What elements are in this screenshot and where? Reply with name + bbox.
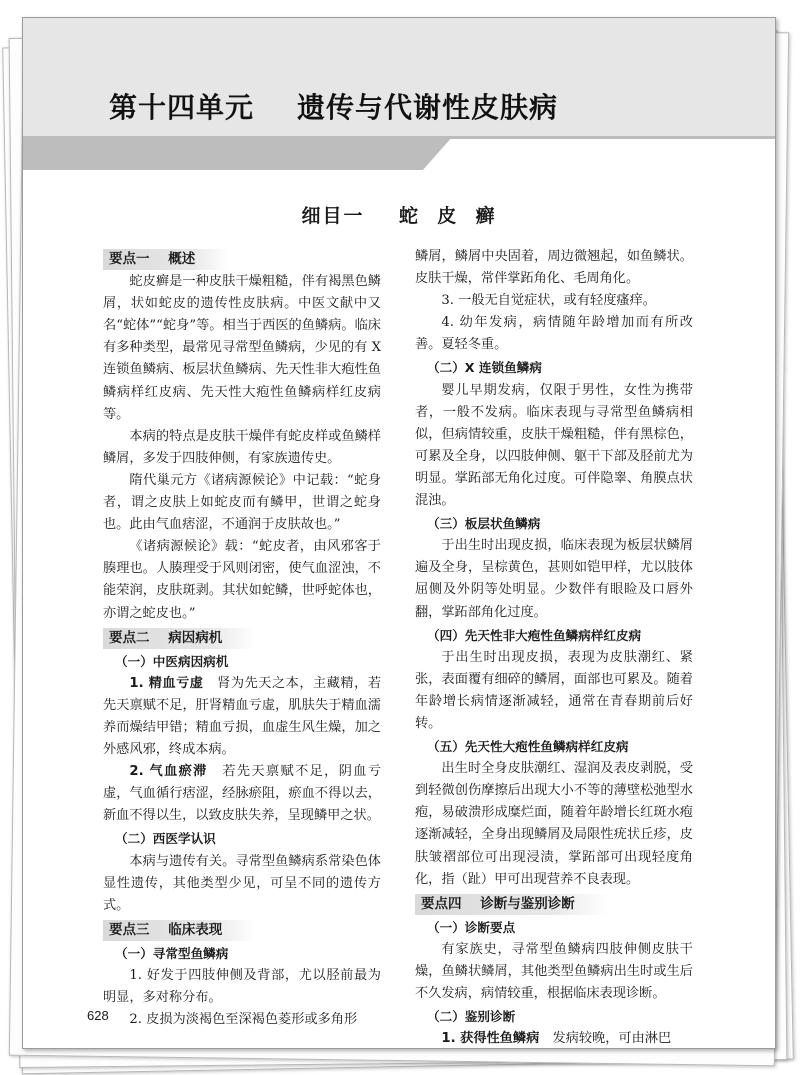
paragraph: 婴儿早期发病，仅限于男性，女性为携带者，一般不发病。临床表现与寻常型鱼鳞病相似，但病情较重，皮肤干燥粗糙，伴有黑棕色，可累及全身，以四肢伸侧、躯干下部及胫前尤为明显。掌跖部无角化过度。可伴隐睾、角膜点状混浊。 (415, 382, 693, 509)
paragraph: 于出生时出现皮损，临床表现为板层状鳞屑遍及全身，呈棕黄色，甚则如铠甲样，尤以肢体屈侧及外阴等处明显。少数伴有眼睑及口唇外翻，掌跖部角化过度。 (415, 538, 693, 620)
key-point-heading: 要点四 诊断与鉴别诊断 (415, 894, 609, 915)
lead-term: 2. 气血瘀滞 (129, 764, 208, 780)
paragraph (415, 1028, 693, 1049)
paragraph: 3. 一般无自觉症状，或有轻度瘙痒。 (441, 293, 656, 309)
paragraph: 出生时全身皮肤潮红、湿润及表皮剥脱，受到轻微创伤摩擦后出现大小不等的薄壁松弛型水疱，易破溃形成糜烂面，随着年龄增长红斑水疱逐渐减轻，全身出现鳞屑及局限性疣状丘疹，皮肤皱褶部位可出现浸渍，掌跖部可出现轻度角化，指（趾）甲可出现营养不良表现。 (415, 761, 693, 887)
subsection-heading: （四）先天性非大疱性鱼鳞病样红皮病 (427, 627, 642, 643)
section-title: 细目一 蛇 皮 癣 (301, 205, 497, 227)
paragraph: 《诸病源候论》载：“蛇皮者，由风邪客于腠理也。人腠理受于风则闭密，使气血涩浊，不能荣润，皮肤斑剥。其状如蛇鳞，世呼蛇体也，亦谓之蛇皮也。” (103, 539, 381, 621)
subsection-heading: （二）鉴别诊断 (427, 1009, 516, 1025)
paragraph (103, 761, 381, 827)
paragraph (103, 673, 381, 761)
lead-term: 1. 获得性鱼鳞病 (441, 1031, 540, 1047)
paragraph: 于出生时出现皮损，表现为皮肤潮红、紧张，表面覆有细碎的鳞屑，面部也可累及。随着年龄增长病情逐渐减轻，通常在青春期前后好转。 (415, 649, 693, 731)
paragraph: 蛇皮癣是一种皮肤干燥粗糙，伴有褐黑色鳞屑，状如蛇皮的遗传性皮肤病。中医文献中又名“蛇体”“蛇身”等。相当于西医的鱼鳞病。临床有多种类型，最常见寻常型鱼鳞病，少见的有 X 连锁鱼鳞病、板层状鱼鳞病、先天性非大疱性鱼鳞病样红皮病、先天性大疱性鱼鳞病样红皮病等。 (103, 274, 381, 422)
right-column (415, 246, 693, 1049)
subsection-heading: （二）X 连锁鱼鳞病 (427, 360, 542, 376)
paragraph: 2. 皮损为淡褐色至深褐色菱形或多角形 (129, 1012, 358, 1028)
paragraph: 鳞屑，鳞屑中央固着，周边微翘起，如鱼鳞状。皮肤干燥，常伴掌跖角化、毛周角化。 (415, 249, 693, 287)
paragraph: 有家族史，寻常型鱼鳞病四肢伸侧皮肤干燥，鱼鳞状鳞屑，其他类型鱼鳞病出生时或生后不久发病，病情较重，根据临床表现诊断。 (415, 941, 693, 1002)
subsection-heading: （三）板层状鱼鳞病 (427, 516, 541, 532)
key-point-heading: 要点三 临床表现 (103, 920, 256, 941)
book-page (22, 17, 776, 1049)
paragraph: 1. 好发于四肢伸侧及背部，尤以胫前最为明显，多对称分布。 (103, 968, 381, 1006)
subsection-heading: （一）中医病因病机 (115, 653, 229, 669)
subsection-heading: （一）诊断要点 (427, 919, 516, 935)
subsection-heading: （五）先天性大疱性鱼鳞病样红皮病 (427, 739, 629, 755)
paragraph: 4. 幼年发病，病情随年龄增加而有所改善。夏轻冬重。 (415, 315, 693, 353)
unit-title: 第十四单元 遗传与代谢性皮肤病 (109, 91, 558, 124)
paragraph-text: 发病较晚，可由淋巴 (552, 1031, 672, 1047)
paragraph: 隋代巢元方《诸病源候论》中记载：“蛇身者，谓之皮肤上如蛇皮而有鳞甲，世谓之蛇身也。此由气血痞涩，不通润于皮肤故也。” (103, 472, 381, 533)
paragraph-text: 肾为先天之本，主藏精，若先天禀赋不足，肝肾精血亏虚，肌肤失于精血濡养而燥结甲错；精血亏损，血虚生风生燥，加之外感风邪，终成本病。 (103, 675, 382, 758)
page-number: 628 (87, 1008, 109, 1023)
subsection-heading: （二）西医学认识 (115, 831, 216, 847)
subsection-heading: （一）寻常型鱼鳞病 (115, 945, 229, 961)
left-column (103, 246, 381, 1031)
paragraph: 本病的特点是皮肤干燥伴有蛇皮样或鱼鳞样鳞屑，多发于四肢伸侧，有家族遗传史。 (103, 428, 381, 466)
paragraph: 本病与遗传有关。寻常型鱼鳞病系常染色体显性遗传，其他类型少见，可呈不同的遗传方式。 (103, 853, 381, 913)
key-point-heading: 要点二 病因病机 (103, 628, 256, 649)
paragraph-text: 若先天禀赋不足，阴血亏虚，气血循行痞涩，经脉瘀阻，瘀血不得以去，新血不得以生，以致皮肤失养，呈现鳞甲之状。 (103, 764, 382, 824)
header-accent-band (23, 136, 453, 170)
key-point-heading: 要点一 概述 (103, 249, 229, 270)
lead-term: 1. 精血亏虚 (129, 675, 204, 691)
